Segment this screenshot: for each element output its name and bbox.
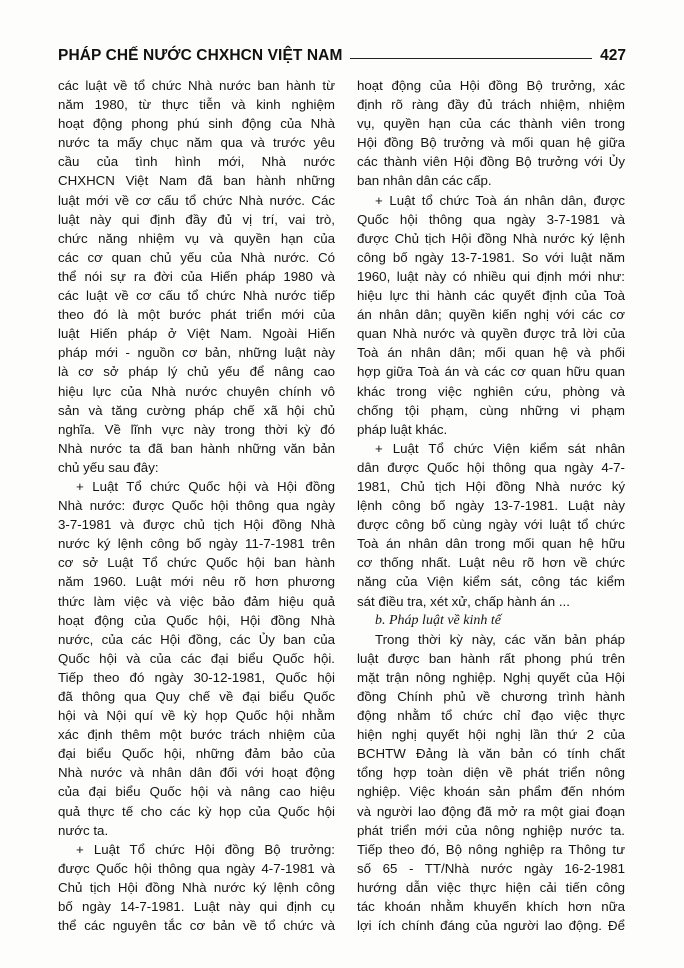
text-line: công bố ngày 13-7-1981. So với luật năm xyxy=(357,249,625,265)
paragraph xyxy=(357,439,625,458)
paragraph xyxy=(58,878,335,897)
text-line: các thành viên Hội đồng Bộ trưởng với Ủy xyxy=(357,154,625,170)
text-line: đồng Chính phủ về chương trình hành xyxy=(357,689,625,704)
text-line: khác trong việc nghiên cứu, phòng và xyxy=(357,383,625,399)
paragraph xyxy=(357,706,625,725)
paragraph xyxy=(58,611,335,630)
paragraph xyxy=(357,496,625,515)
paragraph xyxy=(357,229,625,248)
text-line: các luật về cơ cấu tổ chức Nhà nước tiếp xyxy=(58,288,335,304)
paragraph xyxy=(58,267,335,286)
text-line: nghiệp. Việc khoán sản phẩm đến nhóm xyxy=(357,784,625,800)
text-line: hiệu lực của Nhà nước chuyên chính vô xyxy=(58,383,335,399)
paragraph xyxy=(357,763,625,782)
paragraph xyxy=(58,630,335,649)
text-line: được công bố cùng ngày với luật tổ chức xyxy=(357,517,625,533)
text-line: năm 1960. Luật mới nêu rõ hơn phương xyxy=(58,574,335,590)
text-line: số 65 - TT/Nhà nước ngày 16-2-1981 xyxy=(357,860,625,876)
text-line: Tiếp theo đó ngày 30-12-1981, Quốc hội xyxy=(58,669,335,685)
paragraph xyxy=(357,286,625,305)
paragraph xyxy=(357,477,625,496)
text-line: dân được Quốc hội thông qua ngày 4-7- xyxy=(357,459,625,475)
running-header xyxy=(58,43,626,65)
text-line: luật này qui định đầy đủ vị trí, vai trò, xyxy=(58,211,335,227)
paragraph xyxy=(58,859,335,878)
text-line: pháp luật khác. xyxy=(357,421,448,437)
text-line: Trong thời kỳ này, các văn bản pháp xyxy=(375,631,625,647)
text-line: ban nhân dân các cấp. xyxy=(357,173,492,189)
paragraph xyxy=(357,152,625,171)
paragraph xyxy=(58,744,335,763)
text-line: hoạt động của Quốc hội, Hội đồng Nhà xyxy=(58,612,335,628)
paragraph xyxy=(357,782,625,801)
text-line: + Luật Tổ chức Hội đồng Bộ trưởng: xyxy=(76,841,335,857)
text-line: phát triển mới của nông nghiệp nước ta. xyxy=(357,822,625,838)
text-line: chức năng nhiệm vụ và quyền hạn của xyxy=(58,230,335,246)
paragraph xyxy=(58,420,335,439)
paragraph xyxy=(58,592,335,611)
text-line: xác định thêm một bước trách nhiệm của xyxy=(58,727,335,743)
paragraph xyxy=(58,706,335,725)
paragraph xyxy=(58,401,335,420)
subheading-text: b. Pháp luật về kinh tế xyxy=(375,612,501,628)
text-line: thể các nguyên tắc cơ bản về tổ chức và xyxy=(58,918,335,934)
paragraph xyxy=(58,439,335,458)
text-line: theo đó là một bước phát triển mới của xyxy=(58,307,335,323)
paragraph xyxy=(357,343,625,362)
text-line: tác khoán nhằm khuyến khích hơn nữa xyxy=(357,899,625,915)
text-line: hợp giữa Toà án và các cơ quan hữu quan xyxy=(357,364,625,380)
text-line: lợi ích chính đáng của người lao động. Để xyxy=(357,918,625,934)
paragraph xyxy=(357,133,625,152)
paragraph xyxy=(58,286,335,305)
paragraph xyxy=(58,171,335,190)
paragraph xyxy=(58,229,335,248)
text-line: luật được ban hành rất phong phú trên xyxy=(357,650,625,666)
text-line: sản và tăng cường pháp chế xã hội chủ xyxy=(58,402,335,418)
text-line: vụ, quyền hạn của các thành viên trong xyxy=(357,116,625,132)
paragraph xyxy=(357,592,625,611)
text-line: hội và Nội quí về kỳ họp Quốc hội nhằm xyxy=(58,708,335,724)
paragraph xyxy=(357,878,625,897)
text-line: các cơ quan chủ yếu của Nhà nước. Có xyxy=(58,249,335,265)
text-line: luật Hiến pháp ở Việt Nam. Ngoài Hiến xyxy=(58,326,335,342)
text-line: hướng dẫn việc thực hiện cải tiến công xyxy=(357,879,625,895)
paragraph xyxy=(58,553,335,572)
paragraph xyxy=(357,572,625,591)
text-line: định rõ ràng đầy đủ trách nhiệm, nhiệm xyxy=(357,97,625,113)
paragraph xyxy=(58,534,335,553)
paragraph xyxy=(58,305,335,324)
paragraph xyxy=(357,362,625,381)
paragraph xyxy=(357,840,625,859)
text-line: năm 1980, từ thực tiễn và kinh nghiệm xyxy=(58,97,335,113)
paragraph xyxy=(58,572,335,591)
text-line: quả thực tế cho các kỳ họp của Quốc hội xyxy=(58,803,335,819)
paragraph xyxy=(357,114,625,133)
paragraph xyxy=(357,401,625,420)
paragraph xyxy=(357,305,625,324)
paragraph xyxy=(357,191,625,210)
paragraph xyxy=(58,649,335,668)
text-line: án nhân dân; quyền kiến nghị với các cơ xyxy=(357,307,625,323)
text-line: được Chủ tịch Hội đồng Nhà nước ký lệnh xyxy=(357,230,625,246)
text-line: các luật về tổ chức Nhà nước ban hành từ xyxy=(58,78,335,93)
paragraph xyxy=(357,553,625,572)
text-line: Nhà nước và nhân dân đối với hoạt động xyxy=(58,765,335,781)
paragraph xyxy=(58,324,335,343)
left-column xyxy=(58,76,335,935)
header-rule xyxy=(350,58,592,59)
text-line: 1960, luật này có nhiều qui định mới như: xyxy=(357,268,625,284)
text-line: động nhằm tổ chức chỉ đạo việc thực xyxy=(357,708,625,724)
right-column xyxy=(357,76,625,935)
text-line: quan Nhà nước và quyền được trả lời của xyxy=(357,326,625,342)
paragraph xyxy=(58,763,335,782)
text-line: thức làm việc và việc bảo đảm hiệu quả xyxy=(58,593,335,609)
paragraph xyxy=(357,534,625,553)
running-title: PHÁP CHẾ NƯỚC CHXHCN VIỆT NAM xyxy=(58,47,343,64)
paragraph xyxy=(58,362,335,381)
paragraph xyxy=(357,744,625,763)
paragraph xyxy=(357,630,625,649)
text-line: đại biểu Quốc hội, những đảm bảo của xyxy=(58,746,335,762)
text-line: Toà án nhân dân trong mối quan hệ hữu xyxy=(357,536,625,552)
text-line: 3-7-1981 và được chủ tịch Hội đồng Nhà xyxy=(58,517,335,533)
paragraph xyxy=(58,382,335,401)
text-line: pháp mới - nguồn cơ bản, những luật này xyxy=(58,345,335,361)
paragraph xyxy=(58,897,335,916)
paragraph xyxy=(357,248,625,267)
text-line: nghĩa. Về lĩnh vực này trong thời kỳ đó xyxy=(58,421,335,437)
text-line: 1981, Chủ tịch Hội đồng Nhà nước ký xyxy=(357,478,625,494)
paragraph xyxy=(58,840,335,859)
text-line: Chủ tịch Hội đồng Nhà nước ký lệnh công xyxy=(58,879,335,895)
paragraph xyxy=(357,859,625,878)
paragraph xyxy=(357,171,625,190)
text-line: + Luật tổ chức Toà án nhân dân, được xyxy=(375,192,625,208)
paragraph xyxy=(58,458,335,477)
paragraph xyxy=(357,210,625,229)
page-number: 427 xyxy=(600,47,626,64)
text-line: Quốc hội thông qua ngày 3-7-1981 và xyxy=(357,211,625,227)
paragraph xyxy=(357,897,625,916)
text-line: năng của Viện kiểm sát, công tác kiểm xyxy=(357,574,625,590)
text-line: đã thông qua Quy chế về đại biểu Quốc xyxy=(58,689,335,704)
paragraph xyxy=(357,324,625,343)
paragraph xyxy=(58,210,335,229)
paragraph xyxy=(58,916,335,935)
text-line: lệnh công bố ngày 13-7-1981. Luật này xyxy=(357,498,625,514)
text-line: Quốc hội và của các đại biểu Quốc hội. xyxy=(58,650,335,666)
paragraph xyxy=(357,802,625,821)
paragraph xyxy=(58,477,335,496)
text-line: Nhà nước: được Quốc hội thông qua ngày xyxy=(58,498,335,514)
paragraph xyxy=(58,515,335,534)
paragraph xyxy=(357,916,625,935)
paragraph xyxy=(58,114,335,133)
text-line: và người lao động đã mở ra một giai đoạn xyxy=(357,803,625,819)
paragraph xyxy=(357,458,625,477)
text-line: CHXHCN Việt Nam đã ban hành những xyxy=(58,173,335,189)
text-line: nước ta mấy chục năm qua và trước yêu xyxy=(58,135,335,151)
paragraph xyxy=(58,687,335,706)
text-line: chống tội phạm, cùng những vi phạm xyxy=(357,402,625,418)
text-line: nước ta. xyxy=(58,822,109,838)
text-line: Hội đồng Bộ trưởng và mối quan hệ giữa xyxy=(357,135,625,151)
text-line: của đại biểu Quốc hội và nâng cao hiệu xyxy=(58,784,335,800)
text-line: cơ thống nhất. Luật nêu rõ hơn về chức xyxy=(357,555,625,571)
text-line: nước, của các Hội đồng, các Ủy ban của xyxy=(58,631,335,647)
text-line: là cơ sở pháp lý chủ yếu để nâng cao xyxy=(58,364,335,380)
paragraph xyxy=(58,782,335,801)
text-line: luật mới về cơ cấu tổ chức Nhà nước. Các xyxy=(58,192,335,208)
text-line: Toà án nhân dân; mối quan hệ và phối xyxy=(357,345,625,361)
paragraph xyxy=(357,649,625,668)
paragraph xyxy=(357,420,625,439)
paragraph xyxy=(58,802,335,821)
text-line: tổng hợp toàn diện về phát triển nông xyxy=(357,765,625,781)
text-line: bố ngày 14-7-1981. Luật này qui định cụ xyxy=(58,899,335,915)
text-line: thể nói sự ra đời của Hiến pháp 1980 và xyxy=(58,268,335,284)
paragraph xyxy=(58,248,335,267)
paragraph xyxy=(58,133,335,152)
paragraph xyxy=(357,687,625,706)
paragraph xyxy=(357,267,625,286)
paragraph xyxy=(58,95,335,114)
text-line: mặt trận nông nghiệp. Nghị quyết của Hội xyxy=(357,669,625,685)
paragraph xyxy=(357,76,625,95)
text-line: hiệu lực thi hành các quyết định của Toà xyxy=(357,288,625,304)
text-line: + Luật Tổ chức Viện kiểm sát nhân xyxy=(375,440,625,456)
text-line: BCHTW Đảng là văn bản có tính chất xyxy=(357,746,625,762)
text-line: hoạt động phong phú sinh động của Nhà xyxy=(58,116,335,132)
paragraph xyxy=(357,515,625,534)
paragraph xyxy=(357,821,625,840)
paragraph xyxy=(58,821,335,840)
paragraph xyxy=(58,152,335,171)
paragraph xyxy=(58,343,335,362)
text-line: Tiếp theo đó, Bộ nông nghiệp ra Thông tư xyxy=(357,841,625,857)
paragraph xyxy=(58,191,335,210)
section-subheading xyxy=(357,611,625,630)
text-line: hiện nghị quyết hội nghị lần thứ 2 của xyxy=(357,727,625,743)
paragraph xyxy=(357,668,625,687)
paragraph xyxy=(357,725,625,744)
text-line: hoạt động của Hội đồng Bộ trưởng, xác xyxy=(357,78,625,93)
text-line: cơ sở Luật Tổ chức Quốc hội ban hành xyxy=(58,555,335,571)
paragraph xyxy=(58,76,335,95)
paragraph xyxy=(58,496,335,515)
text-line: chủ yếu sau đây: xyxy=(58,459,159,475)
paragraph xyxy=(58,668,335,687)
text-line: cầu của tình hình mới, Nhà nước xyxy=(58,154,335,170)
text-line: Nhà nước ta đã ban hành những văn bản xyxy=(58,440,335,456)
paragraph xyxy=(357,382,625,401)
paragraph xyxy=(58,725,335,744)
text-line: + Luật Tổ chức Quốc hội và Hội đồng xyxy=(76,478,335,494)
text-line: nước ký lệnh công bố ngày 11-7-1981 trên xyxy=(58,536,335,552)
paragraph xyxy=(357,95,625,114)
text-line: sát điều tra, xét xử, chấp hành án ... xyxy=(357,593,570,609)
text-line: được Quốc hội thông qua ngày 4-7-1981 và xyxy=(58,860,335,876)
